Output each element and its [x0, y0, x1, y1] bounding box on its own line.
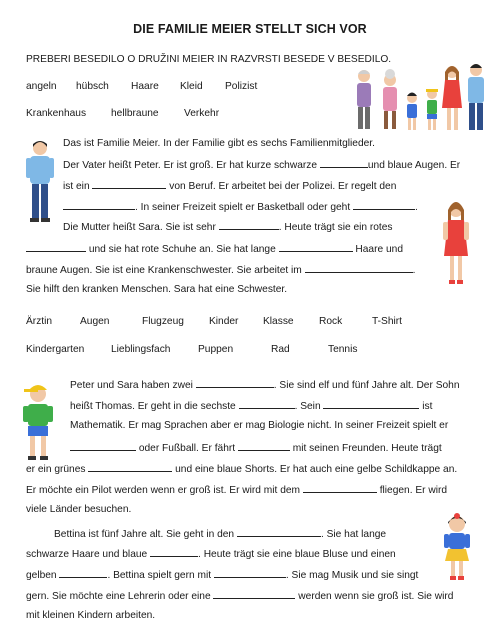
blank-gap[interactable]: [88, 462, 172, 472]
wordbank-word: hübsch: [76, 81, 109, 92]
text-line: . In seiner Freizeit spielt er Basketball oder geht .: [63, 200, 418, 213]
wordbank-word: Rock: [319, 316, 343, 327]
blank-gap[interactable]: [323, 399, 419, 409]
text-line: viele Länder besuchen.: [26, 504, 132, 515]
wordbank-word: Kinder: [209, 316, 239, 327]
blank-gap[interactable]: [213, 589, 295, 599]
blank-gap[interactable]: [305, 263, 413, 273]
blank-gap[interactable]: [219, 220, 279, 230]
blank-gap[interactable]: [70, 441, 136, 451]
text-line: Bettina ist fünf Jahre alt. Sie geht in den . Sie hat lange: [54, 529, 387, 540]
wordbank-word: Verkehr: [184, 108, 220, 119]
text-line: und sie hat rote Schuhe an. Sie hat lange Haare und: [26, 242, 403, 255]
text-line: gelben . Bettina spielt gern mit . Sie mag Musik und sie singt: [26, 570, 419, 581]
father-icon: [24, 138, 56, 224]
blank-gap[interactable]: [238, 441, 290, 451]
wordbank-word: Tennis: [328, 344, 358, 355]
text-line: Der Vater heißt Peter. Er ist groß. Er hat kurze schwarze und blaue Augen. Er: [63, 160, 461, 171]
wordbank-word: Flugzeug: [142, 316, 184, 327]
family-group-icon: [352, 60, 492, 136]
blank-gap[interactable]: [279, 242, 353, 252]
wordbank-word: T-Shirt: [372, 316, 402, 327]
blank-gap[interactable]: [196, 378, 274, 388]
text-line: ist ein von Beruf. Er arbeitet bei der Polizei. Er regelt den: [63, 181, 397, 192]
blank-gap[interactable]: [26, 242, 86, 252]
girl-icon: [440, 512, 474, 582]
text-line: braune Augen. Sie ist eine Krankenschwester. Sie arbeitet im .: [26, 265, 416, 276]
wordbank-word: Rad: [271, 344, 290, 355]
wordbank-word: Ärztin: [26, 316, 53, 327]
wordbank-word: Kleid: [180, 81, 203, 92]
wordbank-word: Krankenhaus: [26, 108, 87, 119]
wordbank-word: Puppen: [198, 344, 234, 355]
text-line: oder Fußball. Er fährt mit seinen Freunden. Heute trägt: [70, 441, 442, 454]
blank-gap[interactable]: [320, 158, 368, 168]
mother-icon: [440, 200, 472, 286]
blank-gap[interactable]: [150, 547, 198, 557]
text-line: Die Mutter heißt Sara. Sie ist sehr . Heute trägt sie ein rotes: [63, 222, 393, 233]
blank-gap[interactable]: [63, 200, 135, 210]
blank-gap[interactable]: [303, 483, 377, 493]
wordbank-word: Augen: [80, 316, 110, 327]
text-line: mit kleinen Kindern arbeiten.: [26, 610, 156, 621]
text-line: Peter und Sara haben zwei . Sie sind elf und fünf Jahre alt. Der Sohn: [70, 380, 460, 391]
instruction-text: PREBERI BESEDILO O DRUŽINI MEIER IN RAZVRSTI BESEDE V BESEDILO.: [26, 54, 392, 65]
text-line: Mathematik. Er mag Sprachen aber er mag Biologie nicht. In seiner Freizeit spielt er: [70, 420, 449, 431]
wordbank-word: Lieblingsfach: [111, 344, 171, 355]
blank-gap[interactable]: [239, 399, 295, 409]
blank-gap[interactable]: [353, 200, 415, 210]
blank-gap[interactable]: [92, 179, 166, 189]
boy-icon: [20, 380, 60, 462]
text-line: heißt Thomas. Er geht in die sechste . Sein ist: [70, 401, 433, 412]
text-line: Er möchte ein Pilot werden wenn er groß ist. Er wird mit dem fliegen. Er wird: [26, 485, 448, 496]
wordbank-word: Polizist: [225, 81, 258, 92]
text-line: Das ist Familie Meier. In der Familie gibt es sechs Familienmitglieder.: [63, 138, 375, 149]
text-line: schwarze Haare und blaue . Heute trägt sie eine blaue Bluse und einen: [26, 549, 396, 560]
text-line: er ein grünes und eine blaue Shorts. Er hat auch eine gelbe Schildkappe an.: [26, 464, 458, 475]
wordbank-word: hellbraune: [111, 108, 159, 119]
wordbank-word: Klasse: [263, 316, 294, 327]
text-line: Sie hilft den kranken Menschen. Sara hat eine Schwester.: [26, 284, 288, 295]
wordbank-word: Haare: [131, 81, 159, 92]
blank-gap[interactable]: [214, 568, 286, 578]
wordbank-word: Kindergarten: [26, 344, 85, 355]
blank-gap[interactable]: [237, 527, 321, 537]
wordbank-word: angeln: [26, 81, 57, 92]
blank-gap[interactable]: [59, 568, 107, 578]
text-line: gern. Sie möchte eine Lehrerin oder eine werden wenn sie groß ist. Sie wird: [26, 591, 454, 602]
worksheet-title: DIE FAMILIE MEIER STELLT SICH VOR: [133, 22, 367, 36]
